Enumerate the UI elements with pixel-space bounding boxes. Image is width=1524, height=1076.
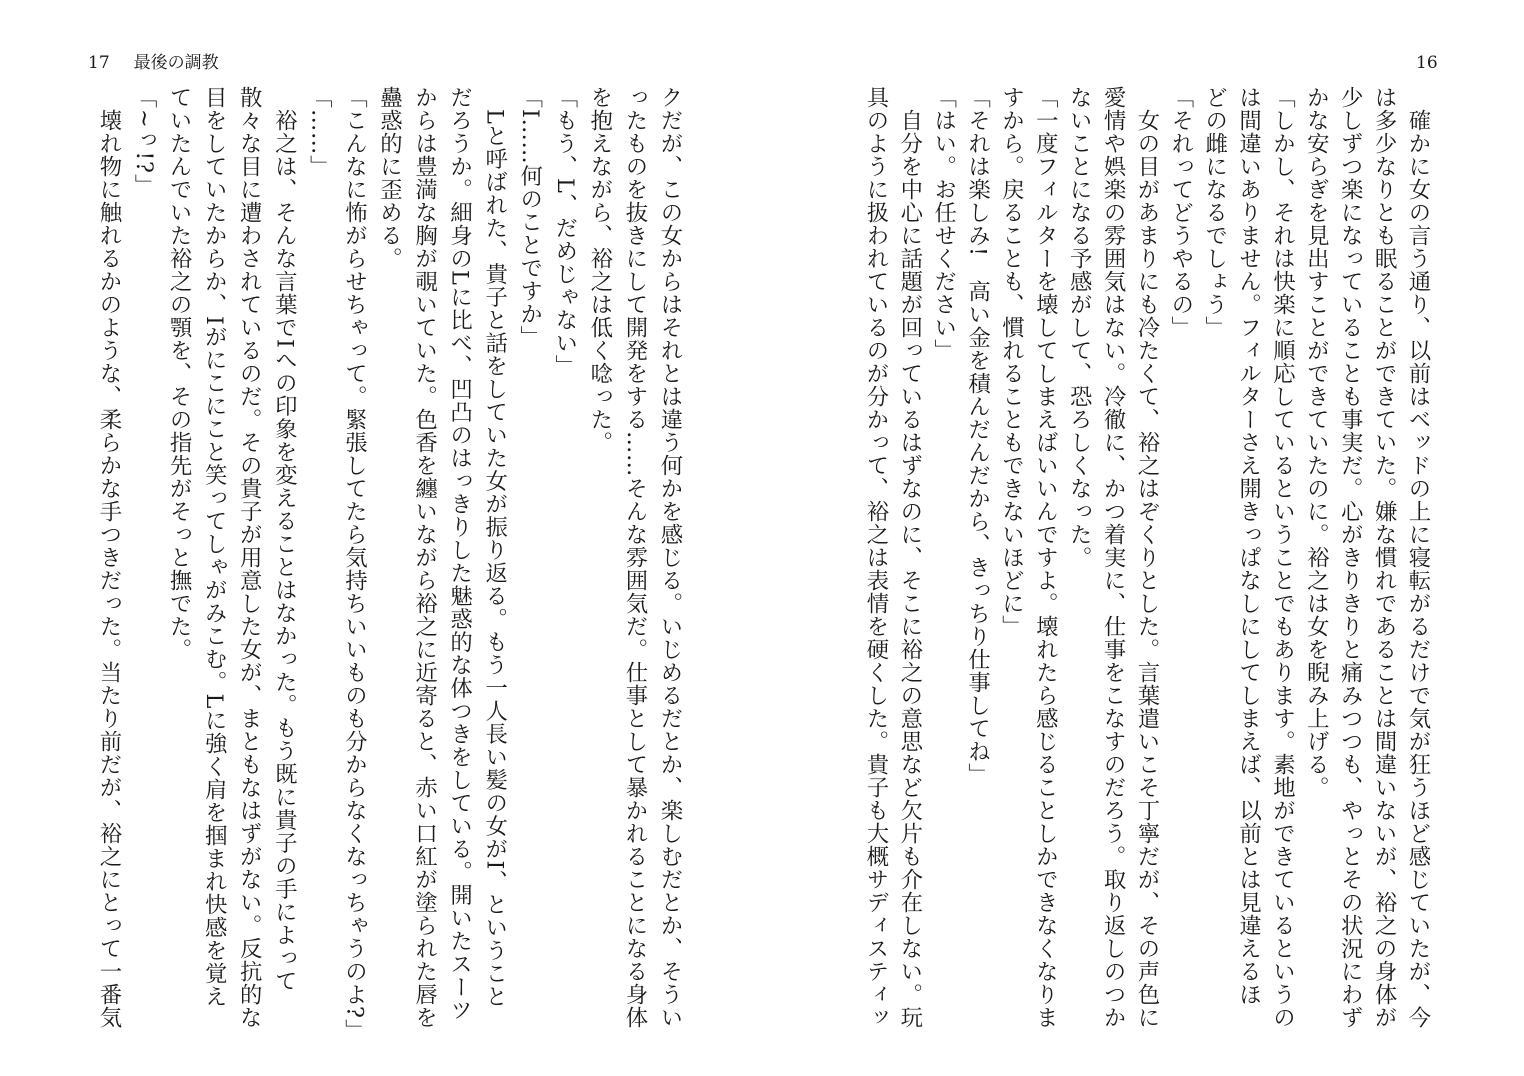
text-column: ていたんでいた裕之の顎を、その指先がそっと撫でた。: [166, 86, 193, 661]
text-column: クだが、この女からはそれとは違う何かを感じる。いじめるだとか、楽しむだとか、そうい: [657, 86, 683, 1029]
text-column: 「もう、L、だめじゃない」: [551, 86, 578, 378]
text-column: 壊れ物に触れるかのような、柔らかな手つきだった。当たり前だが、裕之にとって一番気: [96, 86, 122, 1029]
text-column: からは豊満な胸が覗いていた。色香を纏いながら裕之に近寄ると、赤い口紅が塗られた唇を: [411, 86, 438, 1029]
text-column: 「……」: [306, 86, 333, 178]
text-column: ったものを抜きにして開発をする……そんな雰囲気だ。仕事として暴かれることになる身体: [621, 86, 648, 1029]
text-column: 自分を中心に話題が回っているはずなのに、そこに裕之の意思など欠片も介在しない。玩: [896, 86, 923, 1029]
text-column: 「I……何のことですか」: [516, 86, 543, 349]
text-column: 女の目があまりにも冷たくて、裕之はぞくりとした。言葉遣いこそ丁寧だが、その声色に: [1134, 86, 1160, 1029]
text-column: 散々な目に遭わされているのだ。その貴子が用意した女が、まともなはずがない。反抗的な: [236, 86, 263, 1029]
text-column: 少しずつ楽になっていることも事実だ。心がきりきりと痛みつつも、やっとその状況にわず: [1337, 86, 1364, 1029]
running-title: 最後の調教: [133, 53, 219, 73]
text-column: すから。戻ることも、慣れることもできないほどに」: [998, 86, 1025, 638]
text-column: だろうか。細身のLに比べ、凹凸のはっきりした魅惑的な体つきをしている。開いたスーツ: [446, 86, 473, 1022]
text-column: どの雌になるでしょう」: [1201, 86, 1228, 339]
text-column: かな安らぎを見出すことができていたのに。裕之は女を睨み上げる。: [1303, 86, 1330, 799]
text-column: 具のように扱われているのが分かって、裕之は表情を硬くした。貴子も大概サディスティッ: [863, 86, 889, 1029]
text-column: 「こんなに怖がらせちゃって。緊張してたら気持ちいいものも分からなくなっちゃうのよ?」: [341, 86, 368, 1042]
text-column: は間違いありません。フィルターさえ開きっぱなしにしてしまえば、以前とは見違えるほ: [1235, 86, 1262, 1006]
text-column: 蠱惑的に歪める。: [376, 86, 403, 270]
text-column: Lと呼ばれた、貴子と話をしていた女が振り返る。もう一人長い髪の女がI、ということ: [481, 86, 508, 1008]
text-column: 目をしていたからか、Iがにこにこと笑ってしゃがみこむ。Lに強く肩を掴まれ快感を覚え: [201, 86, 228, 1008]
text-column: は多少なりとも眠ることができていた。嫌な慣れであることは間違いないが、裕之の身体が: [1371, 86, 1398, 1029]
text-column: 「はい。お任せください」: [930, 86, 957, 362]
left-page-text: [92, 86, 688, 1046]
text-column: 「~っ!?」: [131, 86, 158, 197]
text-column: ないことになる予感がして、恐ろしくなった。: [1066, 86, 1093, 569]
page-number-right: 16: [1416, 53, 1438, 73]
text-column: 「それってどうやるの」: [1167, 86, 1194, 339]
text-column: 「しかし、それは快楽に順応しているということでもあります。素地ができているというの: [1269, 86, 1296, 1029]
text-column: 愛情や娯楽の雰囲気はない。冷徹に、かつ着実に、仕事をこなすのだろう。取り返しのつか: [1100, 86, 1127, 1029]
text-column: 確かに女の言う通り、以前はベッドの上に寝転がるだけで気が狂うほど感じていたが、今: [1405, 86, 1431, 1029]
text-column: 「それは楽しみ! 高い金を積んだんだから、きっちり仕事してね」: [964, 86, 991, 786]
text-column: 「一度フィルターを壊してしまえばいいんですよ。壊れたら感じることしかできなくなりま: [1032, 86, 1059, 1029]
text-column: 裕之は、そんな言葉でIへの印象を変えることはなかった。もう既に貴子の手によって: [271, 86, 298, 993]
right-page-text: [860, 86, 1436, 1046]
running-header-left: [88, 52, 219, 74]
text-column: を抱えながら、裕之は低く唸った。: [586, 86, 613, 454]
page-number-left: 17: [88, 53, 110, 73]
